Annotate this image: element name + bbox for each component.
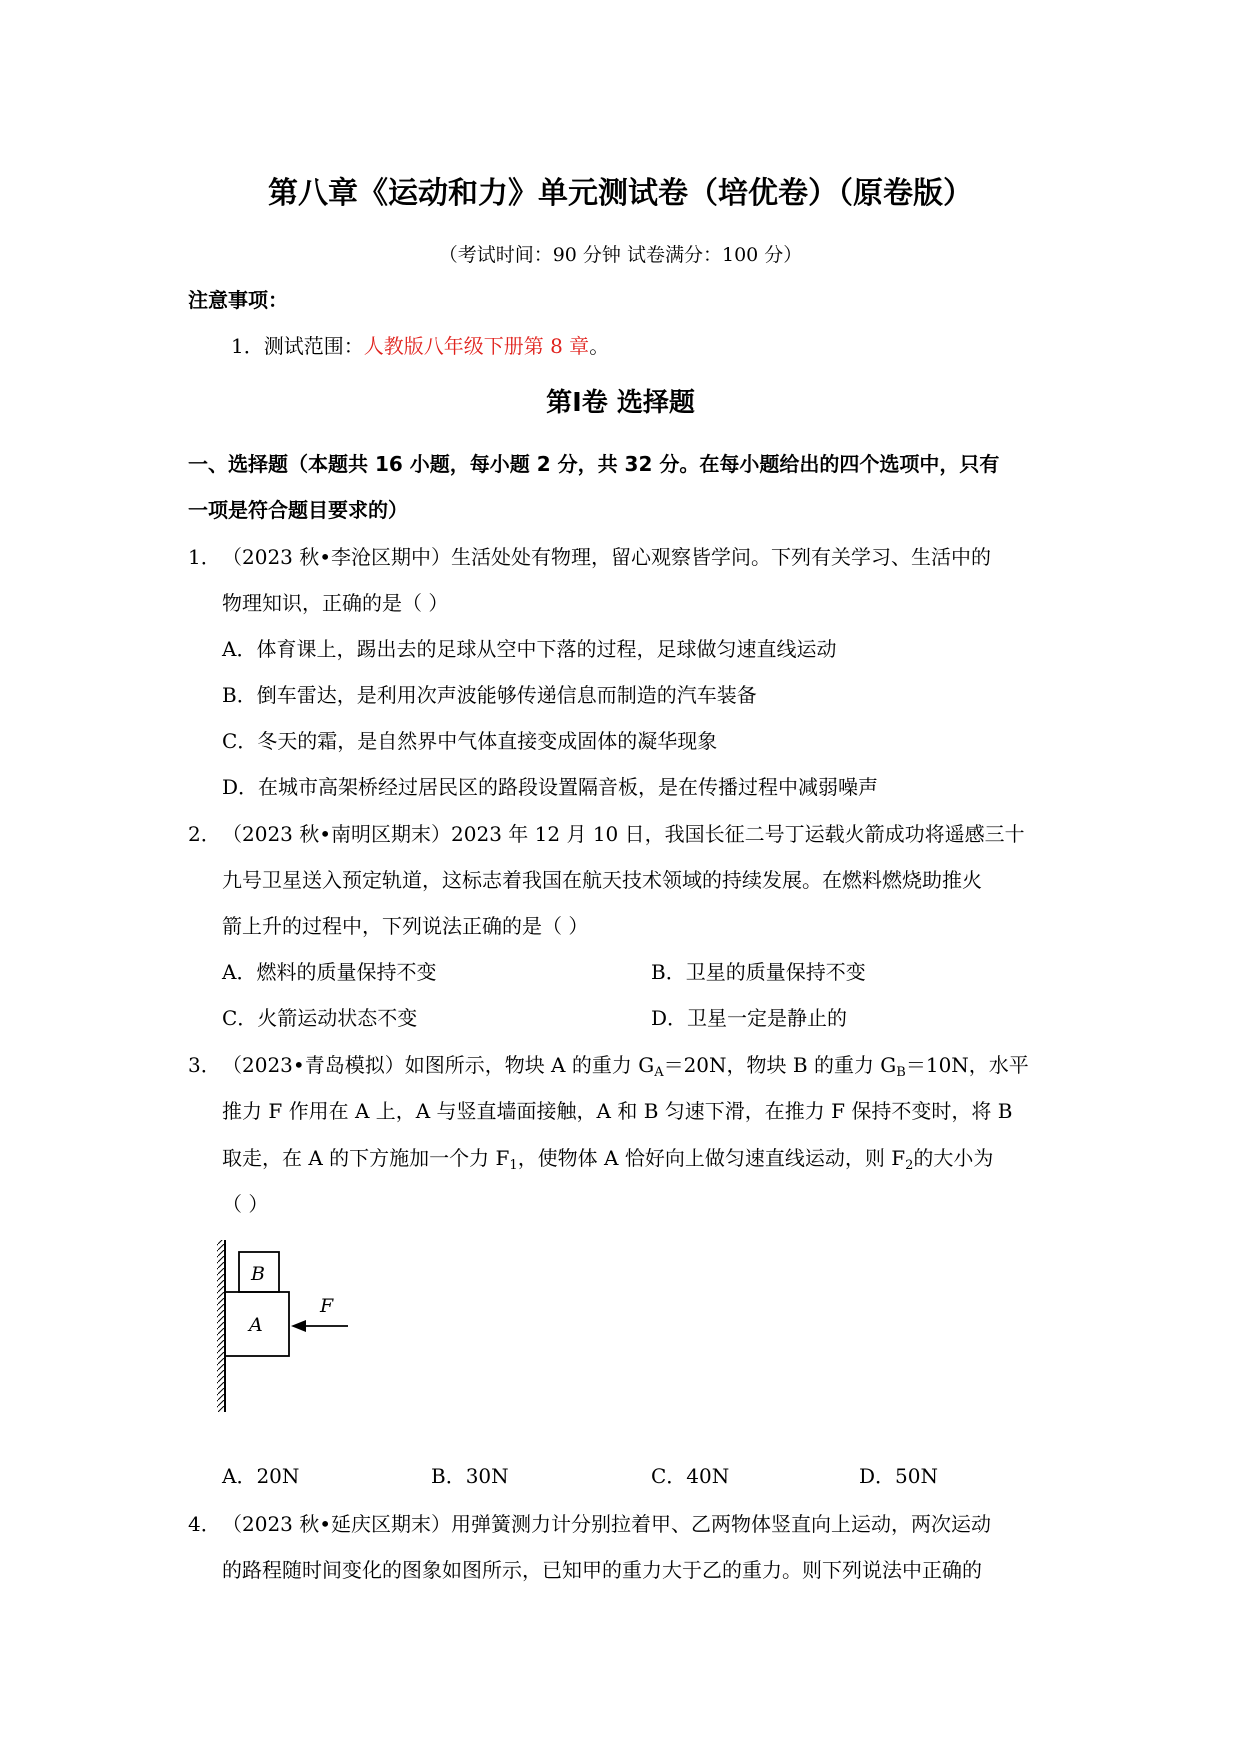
question-number: 3．	[188, 1053, 221, 1077]
force-label: F	[320, 1295, 334, 1317]
q3-option-a: A．20N	[222, 1464, 300, 1488]
block-a-label: A	[249, 1314, 263, 1336]
notes-item-1-prefix: 1．测试范围：	[231, 334, 364, 358]
notes-item-1	[231, 332, 609, 360]
q3-option-b: B．30N	[431, 1464, 509, 1488]
question-3-line-3	[222, 1144, 993, 1172]
question-3	[188, 1051, 1029, 1079]
question-1	[188, 543, 991, 571]
q2-option-d: D．卫星一定是静止的	[651, 1006, 848, 1030]
question-2-line-2: 九号卫星送入预定轨道，这标志着我国在航天技术领域的持续发展。在燃料燃烧助推火	[222, 868, 982, 892]
question-text-b: ＝20N，物块 B 的重力 G	[663, 1053, 897, 1077]
q3-option-c: C．40N	[651, 1464, 730, 1488]
part-heading-line-1: 一、选择题（本题共 16 小题，每小题 2 分，共 32 分。在每小题给出的四个选项中，只有	[188, 452, 1000, 476]
question-text: （2023 秋•李沧区期中）生活处处有物理，留心观察皆学问。下列有关学习、生活中的	[222, 545, 992, 569]
question-number: 2．	[188, 822, 221, 846]
q1-option-b: B．倒车雷达，是利用次声波能够传递信息而制造的汽车装备	[222, 683, 757, 707]
question-3-line-2: 推力 F 作用在 A 上，A 与竖直墙面接触，A 和 B 匀速下滑，在推力 F 保持不变时，将 B	[222, 1099, 1013, 1123]
question-3-line-4: （ ）	[222, 1192, 269, 1216]
subscript-1: 1	[509, 1158, 518, 1173]
q2-option-a: A．燃料的质量保持不变	[222, 960, 437, 984]
part-heading-line-2: 一项是符合题目要求的）	[188, 498, 408, 522]
exam-info: （考试时间：90 分钟 试卷满分：100 分）	[438, 244, 803, 266]
notes-heading: 注意事项：	[188, 288, 288, 312]
question-number: 1．	[188, 545, 221, 569]
test-scope: 人教版八年级下册第 8 章	[363, 334, 590, 358]
question-1-line-2: 物理知识，正确的是（ ）	[222, 591, 449, 615]
question-number: 4．	[188, 1512, 221, 1536]
question-2-line-3: 箭上升的过程中，下列说法正确的是（ ）	[222, 914, 589, 938]
subscript-2: 2	[905, 1158, 914, 1173]
question-text: （2023 秋•延庆区期末）用弹簧测力计分别拉着甲、乙两物体竖直向上运动，两次运动	[222, 1512, 992, 1536]
question-4-line-2: 的路程随时间变化的图象如图所示，已知甲的重力大于乙的重力。则下列说法中正确的	[222, 1558, 982, 1582]
q2-option-c: C．火箭运动状态不变	[222, 1006, 418, 1030]
page-title: 第八章《运动和力》单元测试卷（培优卷）（原卷版）	[268, 176, 973, 211]
force-arrow-head	[291, 1320, 306, 1332]
wall-hatching	[217, 1240, 225, 1412]
question-text-c: 的大小为	[913, 1146, 994, 1170]
question-text: （2023 秋•南明区期末）2023 年 12 月 10 日，我国长征二号丁运载火箭成功将遥感三十	[222, 822, 1025, 846]
notes-item-1-suffix: 。	[589, 334, 610, 358]
wall-block-figure	[200, 1232, 360, 1422]
question-4	[188, 1510, 991, 1538]
block-b-label: B	[251, 1263, 265, 1285]
q1-option-c: C．冬天的霜，是自然界中气体直接变成固体的凝华现象	[222, 729, 718, 753]
question-text-c: ＝10N，水平	[905, 1053, 1029, 1077]
subscript-a: A	[654, 1065, 664, 1080]
section-title: 第Ⅰ卷 选择题	[546, 388, 695, 418]
q1-option-d: D．在城市高架桥经过居民区的路段设置隔音板，是在传播过程中减弱噪声	[222, 775, 879, 799]
question-text-a: 取走，在 A 的下方施加一个力 F	[222, 1146, 510, 1170]
q2-option-b: B．卫星的质量保持不变	[651, 960, 866, 984]
question-text-b: ，使物体 A 恰好向上做匀速直线运动，则 F	[517, 1146, 906, 1170]
question-2	[188, 820, 1025, 848]
q3-option-d: D．50N	[859, 1464, 938, 1488]
q1-option-a: A．体育课上，踢出去的足球从空中下落的过程，足球做匀速直线运动	[222, 637, 837, 661]
subscript-b: B	[896, 1065, 906, 1080]
question-text-a: （2023•青岛模拟）如图所示，物块 A 的重力 G	[222, 1053, 655, 1077]
